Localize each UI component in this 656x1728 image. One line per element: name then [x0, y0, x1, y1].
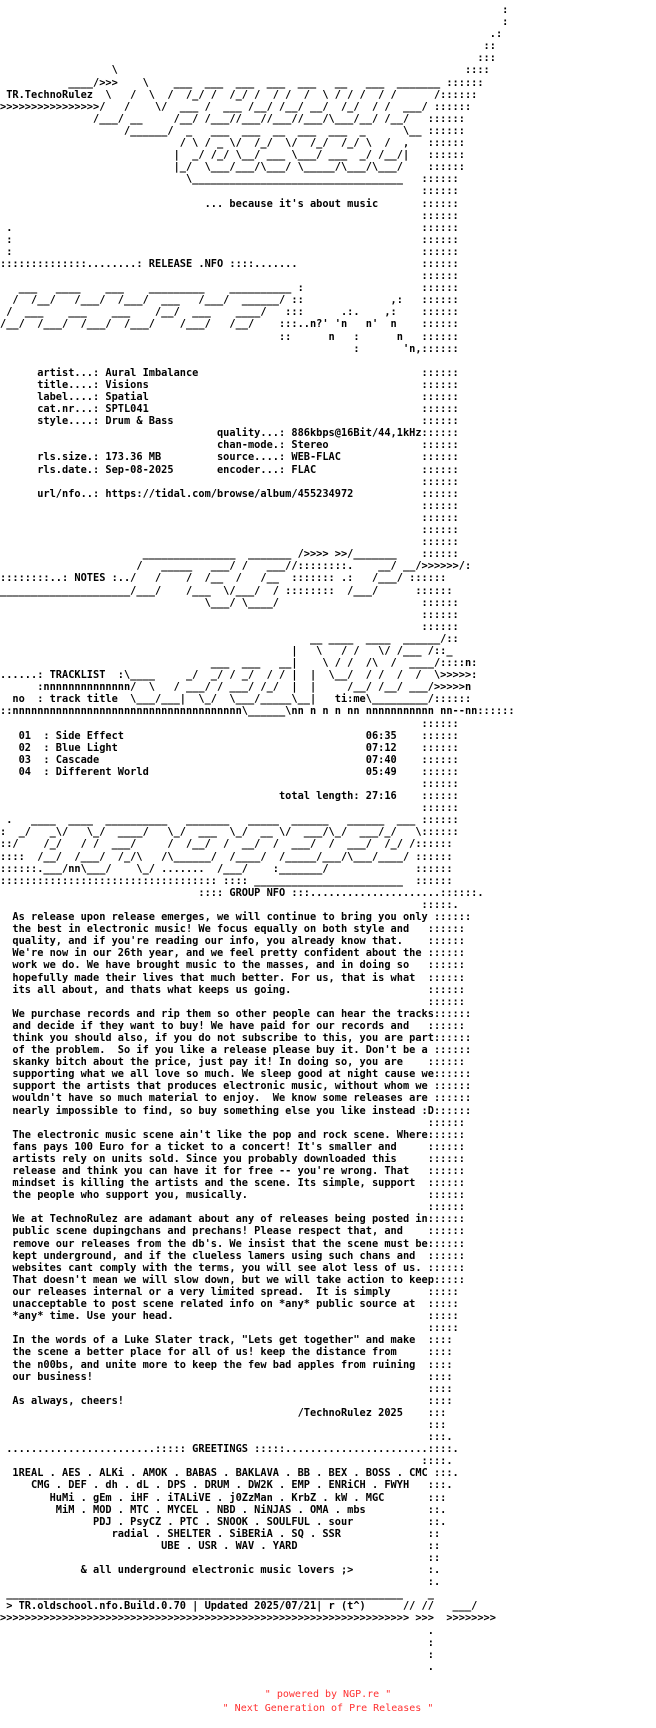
footer-tagline: " Next Generation of Pre Releases "	[222, 1703, 434, 1714]
footer-powered-by: " powered by NGP.re "	[264, 1689, 392, 1700]
nfo-text: : : .: :: ::: \ :::: ____/>>> \ ___ ___ ___ ___ ___ __ ___ _______ :::::: TR.TechnoRulez \ / \ / /_/ / /_/ / / / / \ / / / / / /:::::: >>>>>>>>>>>>>>>>/ / \/ ___ / ___ /__/ /__/ __/ /_/ / / ___/ :::::: /___/ __ /__/ /___//___//___//___/\___/__/ /__/ :::::: /______/ _ ___ ___ __ ___ ___ _ \__ :::::: / \ / _ \/ /_/ \/ /_/ /_/ \ / , :::::: | _/ /_/ \__/ ___ \___/ ___ _/ /__/| :::::: |_/ \___/___/\___/ \_____/\___/\___/ :::::: \__________________________________ :::::: :::::: ... because it's about music :::::: :::::: . :::::: : :::::: : :::::: ::::::::::::::........: RELEASE .NFO ::::....... :::::: :::::: ___ ____ ___ _________ __________ : :::::: / /__/ /___/ /___/ ___ /___/ ______/ :: ,: :::::: / ___ ___ ___ /__/ ___ ____/ ::: .:. ,: :::::: /__/ /___/ /___/ /___/ /___/ /__/ :::..n?' 'n n' n :::::: :: n : n :::::: : 'n,:::::: artist...: Aural Imbalance :::::: title....: Visions :::::: label....: Spatial :::::: cat.nr...: SPTL041 :::::: style....: Drum & Bass :::::: quality...: 886kbps@16Bit/44,1kHz:::::: chan-mode.: Stereo :::::: rls.size.: 173.36 MB source....: WEB-FLAC :::::: rls.date.: Sep-08-2025 encoder...: FLAC :::::: :::::: url/nfo..: https://tidal.com/browse/album/455234972 :::::: :::::: :::::: :::::: :::::: _______________ _______ />>>> >>/_______ :::::: / _____ ___/ / ___//::::::::. __/ __/>>>>>>/: ::::::::..: NOTES :../ / / /__ / /__ ::::::: .: /___/ :::::: _____________________/___/ /___ \/___/ / :::::::: /___/ :::::: \___/ \____/ :::::: :::::: :::::: __ ____ ____ ______/:: | \ / / \/ /___ /::_ ___ ___ __| \ / / /\ / ____/::::n: ......: TRACKLIST :\____ _/ _/ / _/ / / | | \__/ / / / / \>>>>>: :nnnnnnnnnnnnnn/ \ / ___/ / ___/ /_/ | | /__/ /__/ ___/>>>>>n no : track title \___/___| \_/ \___/_____\__| ti:me\_________/:::::: ::nnnnnnnnnnnnnnnnnnnnnnnnnnnnnnnnnnnnn\______\nn n n n nn nnnnnnnnnnn nn--nn:::::: :::::: 01 : Side Effect 06:35 :::::: 02 : Blue Light 07:12 :::::: 03 : Cascade 07:40 :::::: 04 : Different World 05:49 :::::: :::::: total length: 27:16 :::::: :::::: . ____ ____ __________ _______ _____ ______ ______ ___ :::::: : _/ _\/ \_/ ____/ \_/ ___ \_/ __ \/ ___/\_/ ___/_/ \:::::: ::/ /_/ / / ___/ / /__/ / __/ / ___/ / ___/ /_/ /:::::: :::: /__/ /___/ /_/\ /\______/ /____/ /_____/___/\___/____/ :::::: ::::::.___/nn\___/ \_/ ....... /___/ :_______/ :::::: ::::::::::::::::::::::::::::::::::: :::: ________________________ :::::: :::: GROUP NFO :::.....................::::::. :::::. As release upon release emerges, we will continue to bring you only :::::: the best in electronic music! We focus equally on both style and :::::: quality, and if you're reading our info, you already know that. :::::: We're now in our 26th year, and we feel pretty confident about the :::::: work we do. We have brought music to the masses, and in doing so :::::: hopefully made their lives that much better. For us, that is what :::::: its all about, and thats what keeps us going. :::::: :::::: We purchase records and rip them so other people can hear the tracks:::::: and decide if they want to buy! We have paid for our records and :::::: think you should also, if you do not subscribe to this, you are part:::::: of the problem. So if you like a release please buy it. Don't be a :::::: skanky bitch about the price, just pay it! In doing so, you are :::::: supporting what we all love so much. We sleep good at night cause we:::::: support the artists that produces electronic music, without whom we :::::: wouldn't have so much material to enjoy. We know some releases are :::::: nearly impossible to find, so buy something else you like instead :D:::::: :::::: The electronic music scene ain't like the pop and rock scene. Where:::::: fans pays 100 Euro for a ticket to a concert! It's smaller and :::::: artists rely on units sold. Since you probably downloaded this :::::: release and think you can have it for free -- you're wrong. That :::::: mindset is killing the artists and the scene. Its simple, support :::::: the people who support you, musically. :::::: :::::: We at TechnoRulez are adamant about any of releases being posted in:::::: public scene dupingchans and prechans! Please respect that, and :::::: remove our releases from the db's. We insist that the scene must be:::::: kept underground, and if the clueless lamers using such chans and :::::: websites cant comply with the terms, you will see alot less of us. :::::: That doesn't mean we will slow down, but we will take action to keep::::: our releases internal or a very limited spread. It is simply ::::: unacceptable to post scene related info on *any* public source at ::::: *any* time. Use your head. ::::: ::::: In the words of a Luke Slater track, "Lets get together" and make :::: the scene a better place for all of us! keep the distance from :::: the n00bs, and unite more to keep the few bad apples from ruining :::: our business! :::: :::: As always, cheers! :::: /TechnoRulez 2025 ::: ::: :::. ........................::::: GREETINGS :::::.......................::::. ::::. 1REAL . AES . ALKi . AMOK . BABAS . BAKLAVA . BB . BEX . BOSS . CMC :::. CMG . DEF . dh . dL . DPS . DRUM . DW2K . EMP . ENRiCH . FWYH :::. HuMi . gEm . iHF . iTALiVE . j0ZzMan . KrbZ . kW . MGC ::: MiM . MOD . MTC . MYCEL . NBD . NiNJAS . OMA . mbs ::. PDJ . PsyCZ . PTC . SNOOK . SOULFUL . sour ::. radial . SHELTER . SiBERiA . SQ . SSR :: UBE . USR . WAV . YARD :: :: & all underground electronic music lovers ;> :. :. ________________________________________________________________ _ > TR.oldschool.nfo.Build.0.70 | Updated 2025/07/21| r (t^) // // ___/ >>>>>>>>>>>>>>>>>>>>>>>>>>>>>>>>>>>>>>>>>>>>>>>>>>>>>>>>>>>>>>>>>> >>> >>>>>>>> . : : .	[0, 4, 515, 1673]
footer	[0, 1688, 656, 1716]
